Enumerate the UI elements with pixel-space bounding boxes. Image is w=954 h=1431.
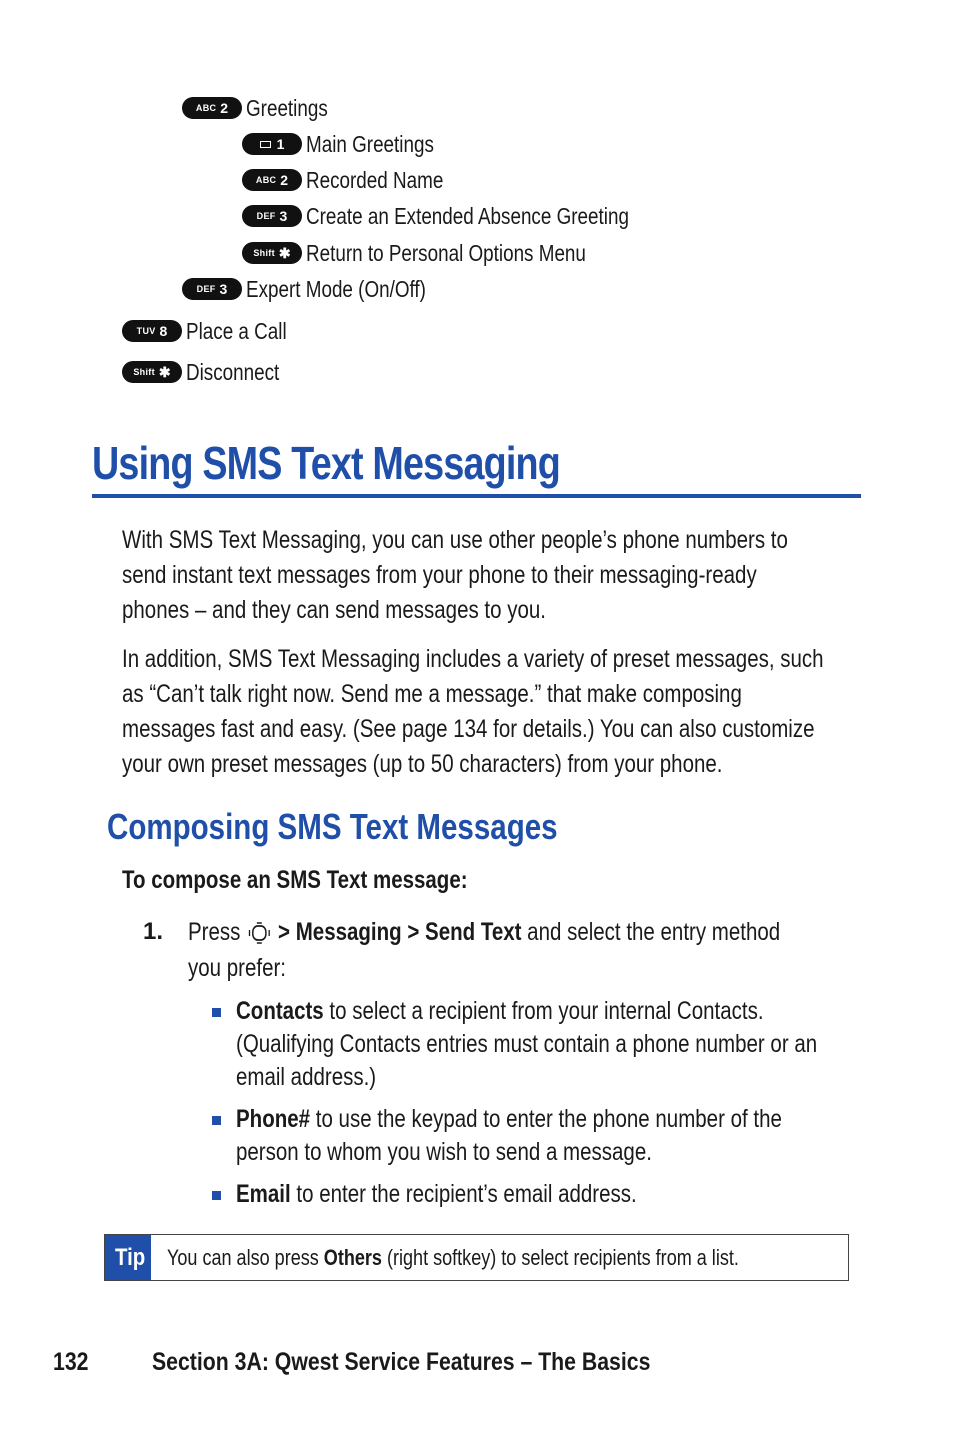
key-3-def-icon: DEF 3 — [242, 205, 302, 227]
page-title: Using SMS Text Messaging — [92, 437, 560, 489]
bullet-contacts: Contacts to select a recipient from your internal Contacts. (Qualifying Contacts entries must contain a phone number or an email address.) — [236, 997, 818, 1091]
menu-item-disconnect — [122, 358, 300, 386]
key-3-def-icon: DEF 3 — [182, 278, 242, 300]
page-number: 132 — [53, 1348, 89, 1376]
tip-text: You can also press Others (right softkey) to select recipients from a list. — [166, 1244, 739, 1270]
bullet-marker — [212, 1191, 221, 1200]
menu-item-extended-absence — [242, 202, 700, 230]
tip-box — [104, 1234, 849, 1281]
key-star-shift-icon: Shift ✱ — [122, 361, 182, 383]
menu-item-main-greetings — [242, 130, 462, 158]
key-star-shift-icon: Shift ✱ — [242, 242, 302, 264]
bullet-email: Email to enter the recipient’s email address. — [236, 1180, 637, 1208]
menu-item-label: Disconnect — [186, 358, 280, 385]
section-heading: Composing SMS Text Messages — [107, 806, 558, 847]
menu-item-greetings — [182, 94, 346, 122]
menu-key-icon — [248, 918, 271, 940]
intro-paragraph-1: With SMS Text Messaging, you can use other people’s phone numbers to send instant text messages from your phone to their messaging-ready phones – and they can send messages to you. — [122, 526, 788, 624]
key-8-tuv-icon: TUV 8 — [122, 320, 182, 342]
intro-paragraph-2: In addition, SMS Text Messaging includes a variety of preset messages, such as “Can’t talk right now. Send me a message.” that make composing messages fast and easy. (See page 134 for details.) You can also customize your own preset messages (up to 50 characters) from your phone. — [122, 645, 824, 778]
step-1-text: Press > Messaging > Send Text and select the entry method you prefer: — [188, 918, 781, 982]
bullet-marker — [212, 1008, 221, 1017]
bullet-marker — [212, 1116, 221, 1125]
footer-section-title: Section 3A: Qwest Service Features – The Basics — [152, 1348, 651, 1376]
menu-item-label: Recorded Name — [306, 166, 444, 193]
title-underline — [92, 494, 861, 498]
step-number: 1. — [143, 918, 164, 945]
menu-item-place-call — [122, 317, 309, 345]
menu-item-return-personal-options — [242, 239, 647, 267]
bullet-phone: Phone# to use the keypad to enter the phone number of the person to whom you wish to send a message. — [236, 1105, 782, 1166]
menu-item-label: Return to Personal Options Menu — [306, 239, 586, 266]
key-1-envelope-icon: 1 — [242, 133, 302, 155]
menu-item-label: Greetings — [246, 94, 328, 121]
menu-item-label: Main Greetings — [306, 130, 434, 157]
menu-item-label: Create an Extended Absence Greeting — [306, 202, 629, 229]
menu-item-recorded-name — [242, 166, 473, 194]
tip-label: Tip — [105, 1235, 151, 1280]
menu-item-label: Expert Mode (On/Off) — [246, 275, 426, 302]
menu-item-expert-mode — [182, 275, 465, 303]
key-2-abc-icon: ABC 2 — [242, 169, 302, 191]
key-2-abc-icon: ABC 2 — [182, 97, 242, 119]
menu-item-label: Place a Call — [186, 317, 287, 344]
procedure-title: To compose an SMS Text message: — [122, 866, 468, 894]
